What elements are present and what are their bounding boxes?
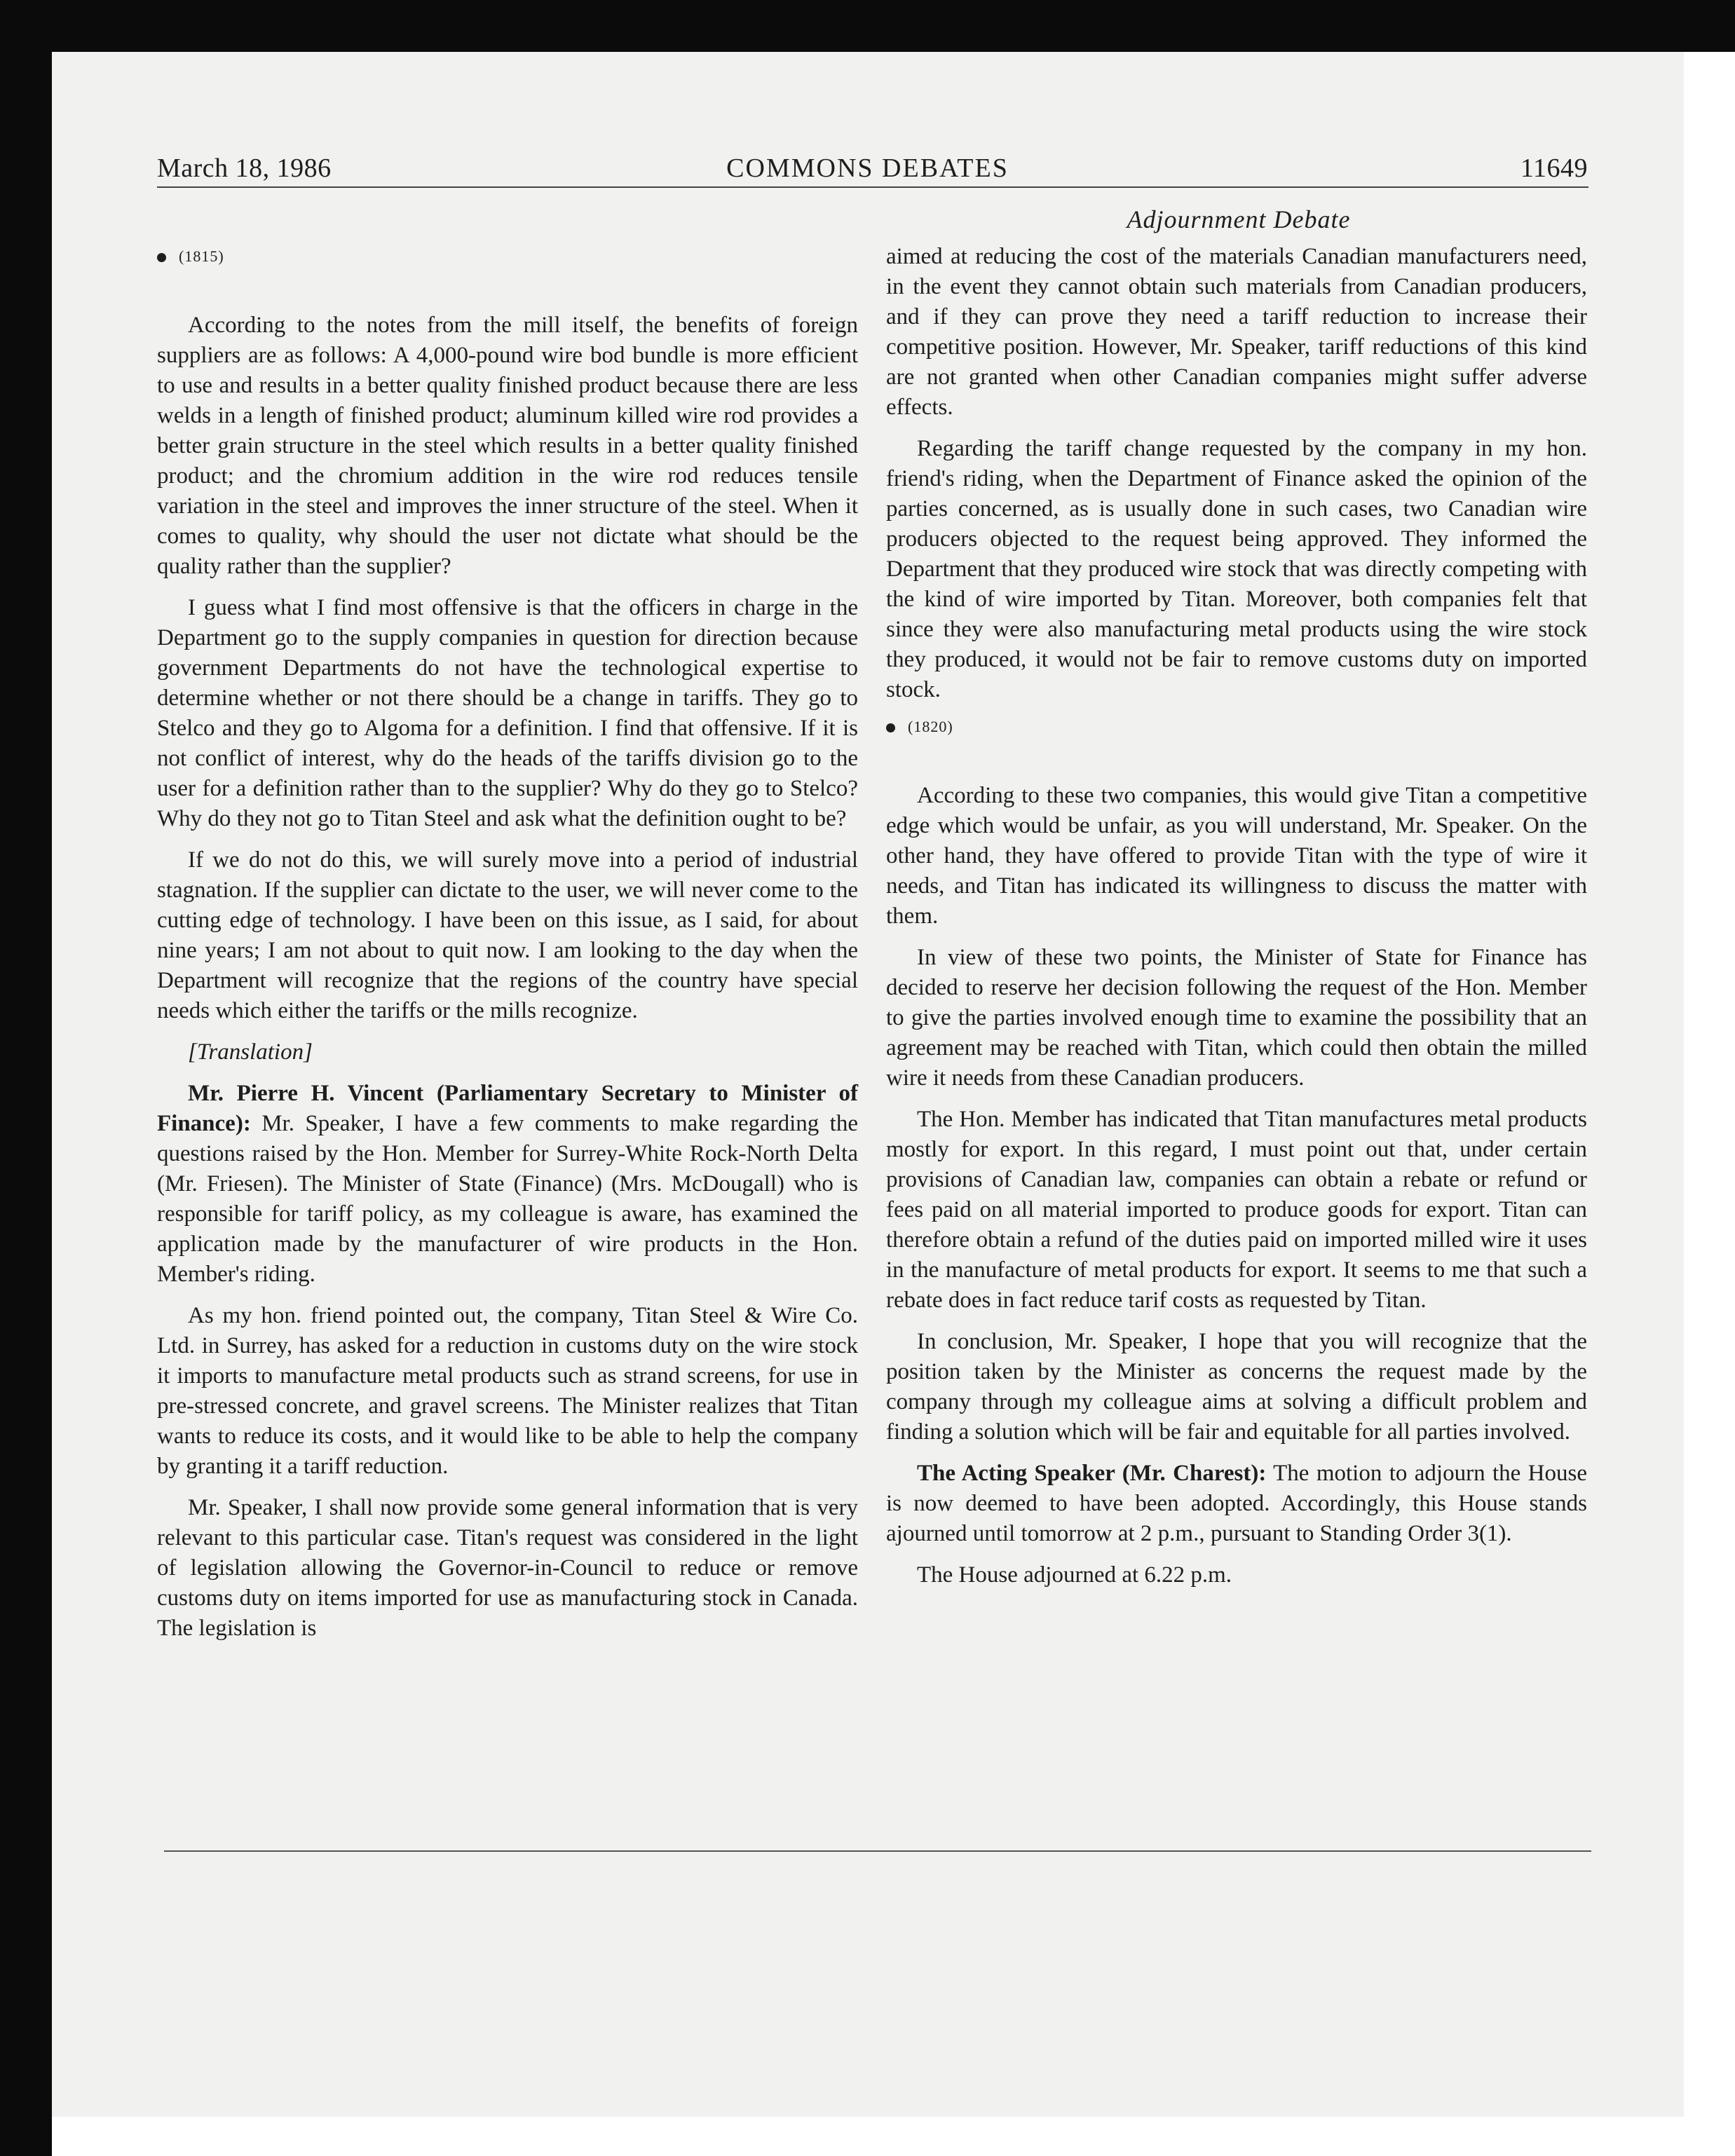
bottom-rule bbox=[164, 1850, 1591, 1852]
paragraph-offensive: I guess what I find most offensive is that the officers in charge in the Department go to the supply companies in question for direction because government Departments do not have the technological expertise to determine whether or not there should be a change in tariffs. They go to Stelco and they go to Algoma for a definition. I find that offensive. If it is not conflict of interest, why do the heads of the tariffs division go to the user for a definition rather than to the supplier? Why do they go to Stelco? Why do they not go to Titan Steel and ask what the definition ought to be? bbox=[157, 595, 858, 831]
header-rule bbox=[157, 186, 1588, 188]
time-marker-1820 bbox=[886, 716, 1587, 737]
speech-text: The motion to adjourn the House is now deemed to have been adopted. Accordingly, this House stands ajourned until tomorrow at 2 p.m., pursuant to Standing Order 3(1). bbox=[886, 1461, 1588, 1546]
paragraph-stagnation: If we do not do this, we will surely move into a period of industrial stagnation. If the supplier can dictate to the user, we will never come to the cutting edge of technology. I have been on this issue, as I said, for about nine years; I am not about to quit now. I am looking to the day when the Department will recognize that the regions of the country have special needs which either the tariffs or the mills recognize. bbox=[157, 847, 858, 1023]
bullet-icon bbox=[157, 253, 166, 262]
bullet-icon bbox=[886, 723, 895, 732]
time-marker-text: (1815) bbox=[179, 247, 224, 265]
paragraph-competitive-edge: According to these two companies, this would give Titan a competitive edge which would be unfair, as you will understand, Mr. Speaker. On the other hand, they have offered to provide Titan with the type of wire it needs, and Titan has indicated its willingness to discuss the matter with them. bbox=[886, 783, 1587, 929]
scan-border-left bbox=[0, 0, 52, 2156]
paragraph-export: The Hon. Member has indicated that Titan manufactures metal products mostly for export. In this regard, I must point out that, under certain provisions of Canadian law, companies can obtain a rebate or refund or fees paid on all material imported to produce goods for export. Titan can therefore obtain a refund of the duties paid on imported milled wire it uses in the manufacture of metal products for export. It seems to me that such a rebate does in fact reduce tarif costs as requested by Titan. bbox=[886, 1107, 1587, 1313]
paragraph-titan-request: As my hon. friend pointed out, the company, Titan Steel & Wire Co. Ltd. in Surrey, has asked for a reduction in customs duty on the wire stock it imports to manufacture metal products such as strand screens, for use in pre-stressed concrete, and gravel screens. The Minister realizes that Titan wants to reduce its costs, and it would like to be able to help the company by granting it a tariff reduction. bbox=[157, 1303, 858, 1479]
paragraph-general-info: Mr. Speaker, I shall now provide some general information that is very relevant to this particular case. Titan's request was considered in the light of legislation allowing the Governor-in-Council to reduce or remove customs duty on items imported for use as manufacturing stock in Canada. The legislation is bbox=[157, 1495, 858, 1641]
paragraph-tariff-change: Regarding the tariff change requested by the company in my hon. friend's riding, when the Department of Finance asked the opinion of the parties concerned, as is usually done in such cases, two Canadian wire producers objected to the request being approved. They informed the Department that they produced wire stock that was directly competing with the kind of wire imported by Titan. Moreover, both companies felt that since they were also manufacturing metal products using the wire stock they produced, it would not be fair to remove customs duty on imported stock. bbox=[886, 436, 1587, 702]
speech-text: Mr. Speaker, I have a few comments to make regarding the questions raised by the Hon. Member for Surrey-White Rock-North Delta (Mr. Friesen). The Minister of State (Finance) (Mrs. McDougall) who is responsible for tariff policy, as my colleague is aware, has examined the application made by the manufacturer of wire products in the Hon. Member's riding. bbox=[157, 1111, 858, 1287]
time-marker-text: (1820) bbox=[908, 718, 953, 735]
translation-note: [Translation] bbox=[188, 1039, 313, 1065]
paragraph-adjourned: The House adjourned at 6.22 p.m. bbox=[917, 1562, 1232, 1588]
paragraph-vincent bbox=[157, 1079, 858, 1290]
header-date: March 18, 1986 bbox=[157, 153, 332, 183]
paragraph-conclusion: In conclusion, Mr. Speaker, I hope that you will recognize that the position taken by the Minister as concerns the request made by the company through my colleague aims at solving a difficult problem and finding a solution which will be fair and equitable for all parties involved. bbox=[886, 1329, 1587, 1445]
running-head: Adjournment Debate bbox=[1127, 205, 1351, 233]
speaker-name: The Acting Speaker (Mr. Charest): bbox=[917, 1461, 1267, 1486]
speaker-name: Mr. Pierre H. Vincent (Parliamentary Secretary to Minister of Finance): bbox=[157, 1081, 858, 1136]
time-marker-1815 bbox=[157, 246, 858, 267]
paragraph-acting-speaker bbox=[886, 1459, 1587, 1549]
header-page-number: 11649 bbox=[1520, 153, 1588, 183]
header-title: COMMONS DEBATES bbox=[726, 153, 1009, 183]
scan-border-top bbox=[52, 0, 1735, 52]
paragraph-continued: aimed at reducing the cost of the materials Canadian manufacturers need, in the event they cannot obtain such materials from Canadian producers, and if they can prove they need a tariff reduction to increase their competitive position. However, Mr. Speaker, tariff reductions of this kind are not granted when other Canadian companies might suffer adverse effects. bbox=[886, 244, 1587, 420]
paragraph-benefits: According to the notes from the mill itself, the benefits of foreign suppliers are as follows: A 4,000-pound wire bod bundle is more efficient to use and results in a better quality finished product because there are less welds in a length of finished product; aluminum killed wire rod provides a better grain structure in the steel which results in a better quality finished product; and the chromium addition in the wire rod reduces tensile variation in the steel and improves the inner structure of the steel. When it comes to quality, why should the user not dictate what should be the quality rather than the supplier? bbox=[157, 313, 858, 579]
left-column bbox=[157, 242, 858, 1655]
paragraph-reserve-decision: In view of these two points, the Minister of State for Finance has decided to reserve her decision following the request of the Hon. Member to give the parties involved enough time to examine the possibility that an agreement may be reached with Titan, which could then obtain the milled wire it needs from these Canadian producers. bbox=[886, 945, 1587, 1091]
right-column bbox=[886, 242, 1587, 1602]
